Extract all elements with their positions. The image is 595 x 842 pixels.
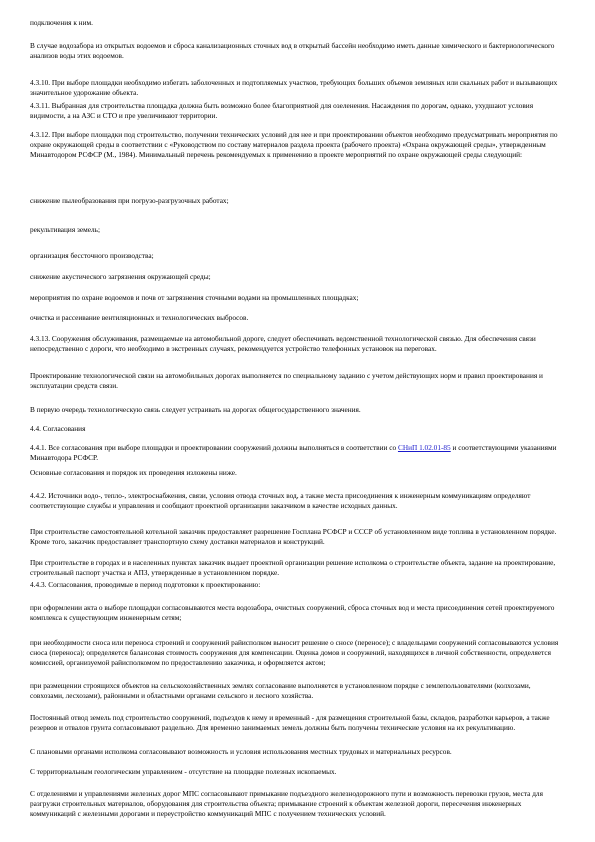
- paragraph-20: При строительстве в городах и в населенных пунктах заказчик выдает проектной организации решение исполкома о строительстве объекта, задание на проектирование, строительный паспорт участка и АПЗ, утвержденные в установленном порядке.: [30, 558, 556, 577]
- paragraph-12: 4.3.13. Сооружения обслуживания, размещаемые на автомобильной дороге, следует обеспечивать ведомственной технологической связью. Для обеспечения связи непосредственно с дороги, что необходимо в экстренных случаях, рекомендуется устройство телефонных установок на переговах.: [30, 334, 536, 353]
- paragraph-11: очистка и рассеивание вентиляционных и технологических выбросов.: [30, 313, 249, 322]
- paragraph-21: 4.4.3. Согласования, проводимые в период подготовки к проектированию:: [30, 580, 261, 589]
- paragraph-25: Постоянный отвод земель под строительство сооружений, подъездов к нему и временный - для размещения строительной базы, складов, разработки карьеров, а также резервов и отвалов грунта согласовывают раздельно. Для временно занимаемых земель должны быть получены технические условия на их рекультивацию.: [30, 713, 550, 732]
- paragraph-8: организация бессточного производства;: [30, 251, 154, 260]
- paragraph-14: В первую очередь технологическую связь следует устраивать на дорогах общегосударственного значения.: [30, 405, 361, 414]
- paragraph-27: С территориальным геологическим управлением - отсутствие на площадке полезных ископаемых.: [30, 767, 337, 776]
- paragraph-16: [30, 443, 565, 463]
- paragraph-10: мероприятия по охране водоемов и почв от загрязнения сточными водами на промышленных площадках;: [30, 293, 359, 302]
- paragraph-18: 4.4.2. Источники водо-, тепло-, электроснабжения, связи, условия отвода сточных вод, а также места присоединения к инженерным коммуникациям определяют соответствующие службы и управления и сообщают проектной организации заказчиком в качестве исходных данных.: [30, 491, 531, 510]
- paragraph-text-before: 4.4.1. Все согласования при выборе площадки и проектировании сооружений должны выполняться в соответствии со: [30, 443, 398, 452]
- paragraph-24: при размещении строящихся объектов на сельскохозяйственных землях согласование выполняется в установленном порядке с землепользователями (колхозами, совхозами, лесхозами), районными и областными органами сельского и лесного хозяйства.: [30, 681, 531, 700]
- paragraph-26: С плановыми органами исполкома согласовывают возможность и условия использования местных трудовых и материальных ресурсов.: [30, 747, 452, 756]
- paragraph-23: при необходимости сноса или переноса строений и сооружений райисполком выносит решение о сносе (переносе); с владельцами сооружений согласовываются условия сноса (переноса); определяется балансовая стоимость сооружения для компенсации. Оценка домов и сооружений, находящихся в личной собственности, определяется комиссией, организуемой райисполкомом по предоставлению заказчика, и оформляется актом;: [30, 638, 559, 667]
- snip-link[interactable]: СНиП 1.02.01-85: [397, 443, 451, 452]
- paragraph-3: 4.3.10. При выборе площадки необходимо избегать заболоченных и подтопляемых участков, требующих больших объемов земляных или скальных работ и вызывающих значительное удорожание объекта.: [30, 78, 558, 97]
- paragraph-2: В случае водозабора из открытых водоемов и сброса канализационных сточных вод в открытый бассейн необходимо иметь данные химического и бактериологического анализов воды этих водоемов.: [30, 41, 555, 60]
- paragraph-5: 4.3.12. При выборе площадки под строительство, получении технических условий для нее и при проектировании объектов необходимо предусматривать мероприятия по охране окружающей среды в соответствии с «Руководством по составу материалов раздела проекта (рабочего проекта) «Охрана окружающей среды», утвержденным Минавтодором РСФСР (М., 1984). Минимальный перечень рекомендуемых к применению в проекте мероприятий по охране окружающей среды следующий:: [30, 130, 558, 159]
- paragraph-13: Проектирование технологической связи на автомобильных дорогах выполняется по специальному заданию с учетом действующих норм и правил проектирования и эксплуатации средств связи.: [30, 371, 543, 390]
- paragraph-7: рекультивация земель;: [30, 225, 100, 234]
- paragraph-6: снижение пылеобразования при погрузо-разгрузочных работах;: [30, 196, 229, 205]
- paragraph-15: 4.4. Согласования: [30, 424, 86, 433]
- paragraph-17: Основные согласования и порядок их проведения изложены ниже.: [30, 468, 237, 477]
- paragraph-28: С отделениями и управлениями железных дорог МПС согласовывают примыкание подъездного железнодорожного пути и возможность перевозки грузов, места для разгрузки строительных материалов, оборудования для строительства объекта; примыкание строений к объектам железной дороги, пересечения инженерных коммуникаций с железными дорогами и переустройство коммуникаций МПС с получением технических условий.: [30, 789, 543, 818]
- paragraph-9: снижение акустического загрязнения окружающей среды;: [30, 272, 211, 281]
- paragraph-22: при оформлении акта о выборе площадки согласовываются места водозабора, очистных сооружений, сброса сточных вод и места присоединения сетей проектируемого комплекса к существующим инженерным сетям;: [30, 603, 555, 622]
- paragraph-1: подключения к ним.: [30, 18, 93, 27]
- paragraph-19: При строительстве самостоятельной котельной заказчик предоставляет разрешение Госплана РСФСР и СССР об установленном виде топлива в установленном порядке. Кроме того, заказчик предоставляет транспортную схему доставки материалов и конструкций.: [30, 527, 557, 546]
- paragraph-text-after: и соответствующими указаниями Минавтодора РСФСР.: [30, 443, 557, 462]
- paragraph-4: 4.3.11. Выбранная для строительства площадка должна быть возможно более благоприятной для озеленения. Насаждения по дорогам, однако, ухудшают условия видимости, а на АЗС и СТО и пре увеличивают территории.: [30, 101, 534, 120]
